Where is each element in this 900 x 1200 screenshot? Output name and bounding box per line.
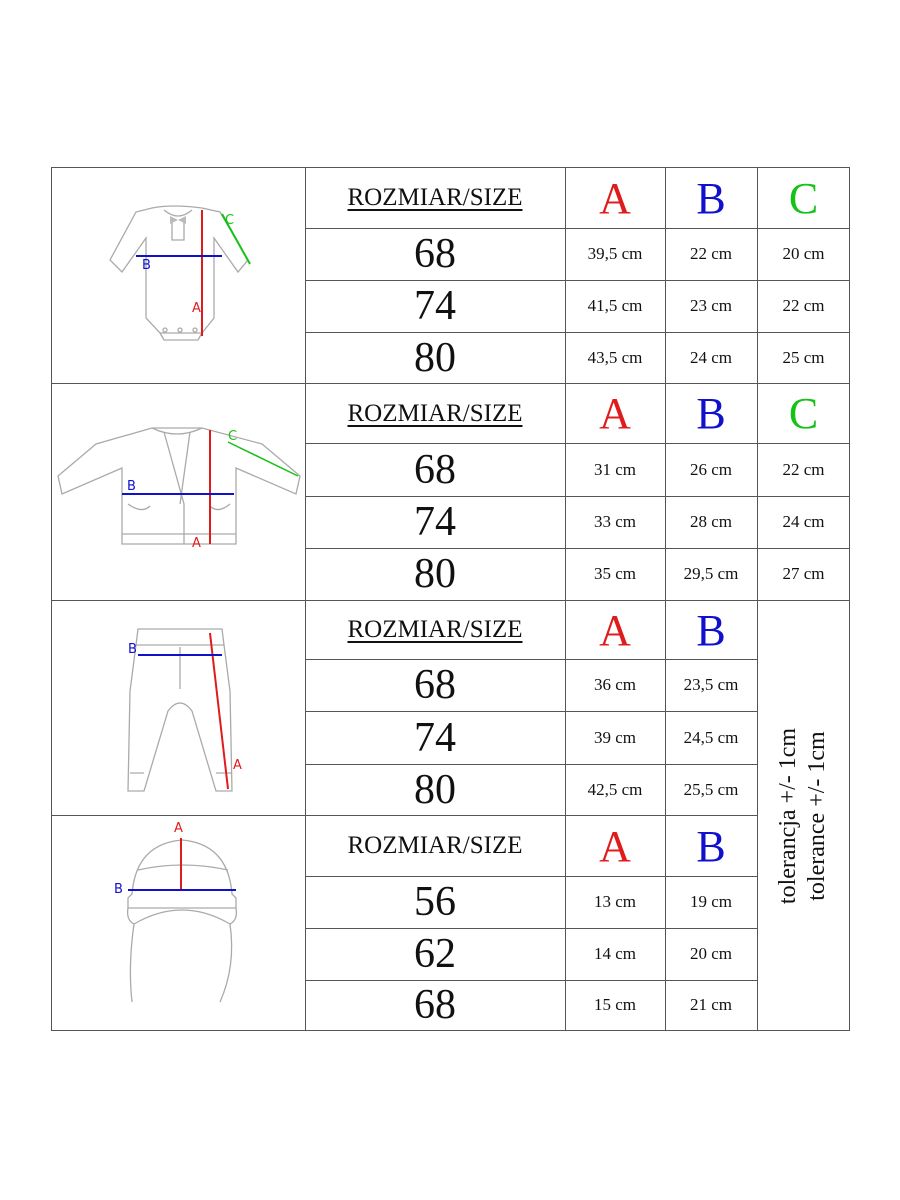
tolerance-pl: tolerancja +/- 1cm <box>775 727 802 904</box>
size-value: 68 <box>414 446 456 493</box>
measure-a: 39 cm <box>593 727 637 747</box>
measure-b: 24,5 cm <box>683 727 739 747</box>
size-value: 80 <box>414 334 456 381</box>
size-value: 80 <box>414 766 456 813</box>
measure-b: 21 cm <box>689 995 733 1014</box>
label-a: A <box>174 821 183 836</box>
bodysuit-illustration <box>52 168 305 383</box>
measure-b: 29,5 cm <box>683 564 739 583</box>
label-a: A <box>192 301 201 316</box>
measure-b: 23,5 cm <box>683 675 739 694</box>
column-c-header: C <box>788 389 819 438</box>
size-value: 68 <box>414 982 456 1028</box>
column-b-header: B <box>696 605 726 655</box>
column-b-header: B <box>696 389 726 438</box>
measure-a: 31 cm <box>593 459 637 479</box>
measure-c: 20 cm <box>782 244 825 263</box>
size-header: ROZMIAR/SIZE <box>347 184 523 211</box>
column-b-header: B <box>696 173 726 223</box>
tolerance-en: tolerance +/- 1cm <box>804 730 831 901</box>
measure-a: 42,5 cm <box>587 779 643 799</box>
measure-c: 24 cm <box>782 512 825 531</box>
label-c: C <box>225 213 235 228</box>
column-a-header: A <box>599 821 631 871</box>
measure-b: 24 cm <box>689 347 733 367</box>
size-value: 74 <box>414 283 456 329</box>
size-value: 68 <box>414 662 456 708</box>
size-value: 68 <box>414 231 456 277</box>
measure-a: 35 cm <box>593 564 637 583</box>
measure-c: 27 cm <box>782 564 825 583</box>
measure-a: 15 cm <box>593 995 637 1014</box>
measure-b: 26 cm <box>689 459 733 479</box>
size-value: 80 <box>414 551 456 597</box>
label-b: B <box>142 258 151 273</box>
size-header: ROZMIAR/SIZE <box>347 399 523 427</box>
size-value: 74 <box>414 714 456 761</box>
measure-a: 43,5 cm <box>587 347 643 367</box>
pants-illustration <box>52 601 305 815</box>
measure-c: 22 cm <box>782 459 825 479</box>
measure-b: 20 cm <box>689 944 733 963</box>
jacket-illustration <box>52 384 305 600</box>
measure-b: 25,5 cm <box>683 779 739 799</box>
column-a-header: A <box>599 173 631 223</box>
tolerance-note <box>757 600 850 1031</box>
column-c-header: C <box>788 173 819 223</box>
measure-a: 14 cm <box>593 944 637 963</box>
measure-b: 19 cm <box>689 892 733 911</box>
label-b: B <box>114 882 123 897</box>
label-b: B <box>127 479 136 494</box>
measure-a: 33 cm <box>593 512 637 531</box>
measure-a: 39,5 cm <box>587 244 643 263</box>
column-b-header: B <box>696 821 726 871</box>
size-value: 56 <box>414 879 456 925</box>
column-a-header: A <box>599 605 631 655</box>
label-b: B <box>128 642 137 657</box>
measure-b: 28 cm <box>689 512 733 531</box>
size-header: ROZMIAR/SIZE <box>347 616 523 643</box>
size-value: 62 <box>414 931 456 977</box>
hat-illustration <box>52 816 305 1030</box>
label-a: A <box>192 536 201 551</box>
measure-c: 25 cm <box>782 347 825 367</box>
label-c: C <box>228 429 238 444</box>
measure-c: 22 cm <box>782 296 825 315</box>
measure-a: 36 cm <box>593 675 637 694</box>
column-a-header: A <box>599 389 631 438</box>
size-header: ROZMIAR/SIZE <box>347 832 523 859</box>
measure-a: 41,5 cm <box>587 296 643 315</box>
size-value: 74 <box>414 499 456 545</box>
measure-a: 13 cm <box>593 892 637 911</box>
measure-b: 22 cm <box>689 244 733 263</box>
measure-b: 23 cm <box>689 296 733 315</box>
label-a: A <box>233 758 242 773</box>
